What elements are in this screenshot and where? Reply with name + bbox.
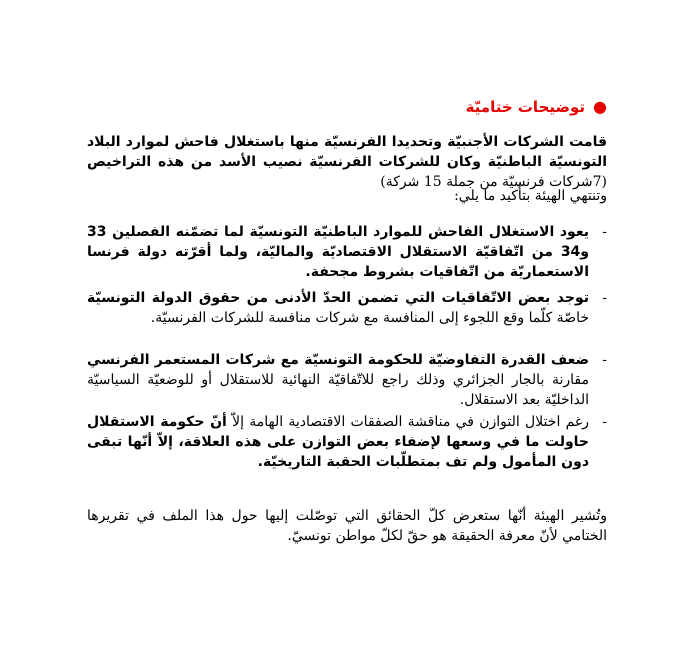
bullet-dot-icon: ● — [593, 97, 607, 116]
intro-paragraph — [87, 132, 607, 192]
list-item — [87, 412, 607, 472]
intro-bold-text: قامت الشركات الأجنبيّة وتحديدا الفرنسيّة منها باستغلال فاحش لموارد البلاد التونسيّة الباطنيّة وكان للشركات الفرنسيّة نصيب الأسد من هذه التراخيص — [87, 134, 607, 170]
bullet-bold-text: يعود الاستغلال الفاحش للموارد الباطنيّة التونسيّة لما تضمّنه الفصلين 33 و34 من اتّفاقيّة الاستقلال الاقتصاديّة والماليّة، ولما أقرّته دولة فرنسا الاستعماريّة من اتّفاقيات بشروط مجحفة. — [87, 224, 589, 280]
lead-text: وتنتهي الهيئة بتأكيد ما يلي: — [454, 188, 607, 204]
list-item — [87, 222, 607, 282]
list-item — [87, 288, 607, 328]
closing-text: وتُشير الهيئة أنّها ستعرض كلّ الحقائق التي توصّلت إليها حول هذا الملف في تقريرها الختامي لأنّ معرفة الحقيقة هو حقّ لكلّ مواطن تونسيّ. — [87, 508, 607, 544]
bullet-bold-text: أنّ حكومة الاستقلال حاولت ما في وسعها لإضفاء بعض التوازن على هذه العلاقة، إلاّ أنّها تبقى دون المأمول ولم تف بمتطلّبات الحقبة التاريخيّة. — [87, 414, 589, 470]
lead-paragraph — [87, 186, 607, 206]
dash-icon: - — [602, 352, 607, 368]
heading-text: توضيحات ختاميّة — [465, 98, 586, 116]
dash-icon: - — [602, 224, 607, 240]
intro-normal-text: (7شركات فرنسيّة من جملة 15 شركة) — [380, 174, 607, 190]
dash-icon: - — [602, 290, 607, 306]
bullet-normal-text: رغم اختلال التوازن في مناقشة الصفقات الاقتصادية الهامة إلاّ — [226, 414, 589, 430]
bullet-bold-text: ضعف القدرة التفاوضيّة للحكومة التونسيّة مع شركات المستعمر الفرنسي — [87, 352, 589, 368]
bullet-bold-text: توجد بعض الاتّفاقيات التي تضمن الحدّ الأدنى من حقوق الدولة التونسيّة — [87, 290, 589, 306]
bullet-normal-text: مقارنة بالجار الجزائري وذلك راجع للاتّفاقيّة النهائية للاستقلال أو للوضعيّة السياسيّة الداخليّة بعد الاستقلال. — [87, 372, 589, 408]
dash-icon: - — [602, 414, 607, 430]
list-item — [87, 350, 607, 410]
closing-paragraph — [87, 506, 607, 546]
bullet-normal-text: خاصّة كلّما وقع اللجوء إلى المنافسة مع شركات منافسة للشركات الفرنسيّة. — [150, 310, 589, 326]
section-heading — [466, 98, 607, 116]
